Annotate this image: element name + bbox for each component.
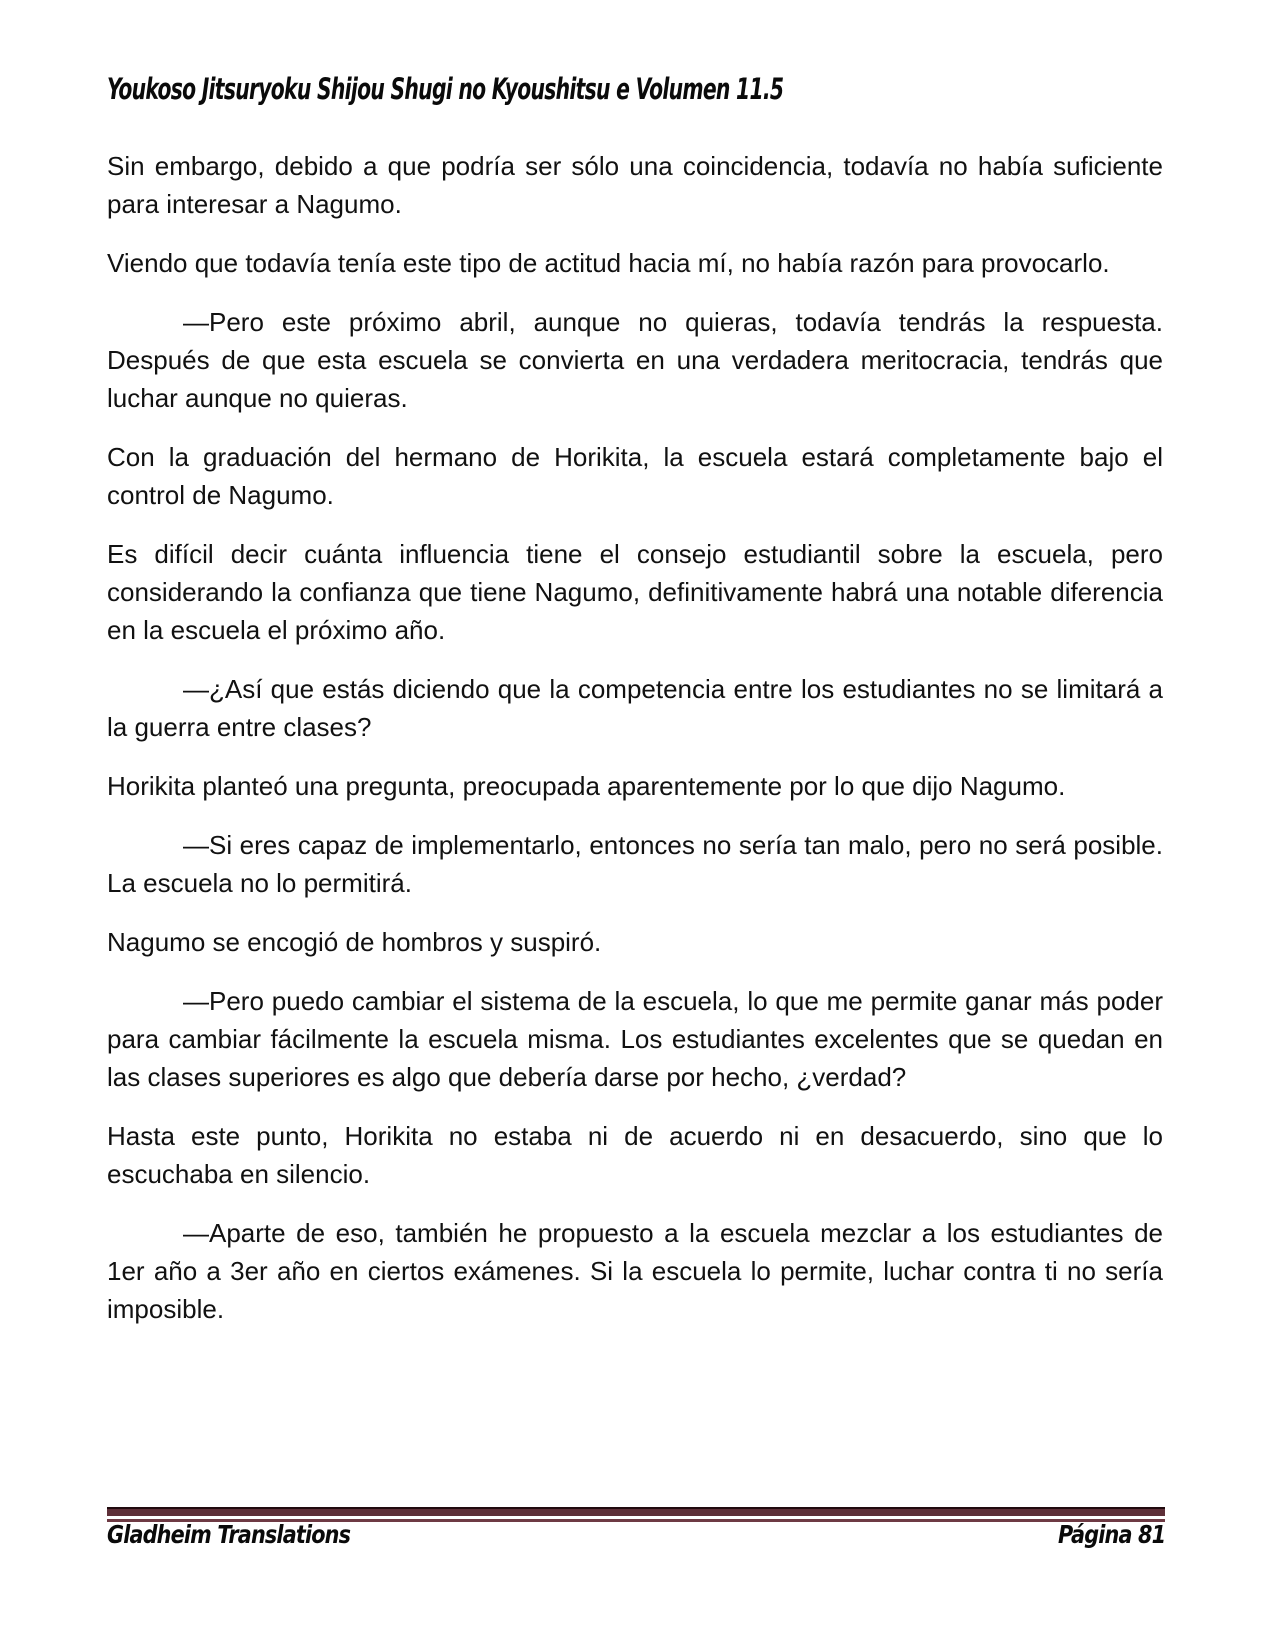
translator-credit: Gladheim Translations bbox=[107, 1520, 351, 1549]
dialogue-paragraph: —¿Así que estás diciendo que la competencia entre los estudiantes no se limitará a la guerra entre clases? bbox=[107, 674, 1163, 742]
narration-paragraph: Hasta este punto, Horikita no estaba ni de acuerdo ni en desacuerdo, sino que lo escuchaba en silencio. bbox=[107, 1121, 1163, 1189]
page-footer bbox=[107, 1520, 1165, 1550]
page-header bbox=[107, 72, 1073, 106]
dialogue-paragraph: —Aparte de eso, también he propuesto a la escuela mezclar a los estudiantes de 1er año a 3er año en ciertos exámenes. Si la escuela lo permite, luchar contra ti no sería imposible. bbox=[107, 1218, 1163, 1324]
volume-title: Youkoso Jitsuryoku Shijou Shugi no Kyoushitsu e Volumen 11.5 bbox=[107, 72, 784, 106]
footer-rule-thick-line bbox=[107, 1507, 1165, 1516]
narration-paragraph: Es difícil decir cuánta influencia tiene el consejo estudiantil sobre la escuela, pero considerando la confianza que tiene Nagumo, definitivamente habrá una notable diferencia en la escuela el próximo año. bbox=[107, 539, 1163, 645]
dialogue-paragraph: —Si eres capaz de implementarlo, entonces no sería tan malo, pero no será posible. La escuela no lo permitirá. bbox=[107, 830, 1163, 898]
narration-paragraph: Sin embargo, debido a que podría ser sólo una coincidencia, todavía no había suficiente para interesar a Nagumo. bbox=[107, 151, 1163, 219]
body-text bbox=[107, 147, 1163, 1349]
narration-paragraph: Con la graduación del hermano de Horikita, la escuela estará completamente bajo el control de Nagumo. bbox=[107, 442, 1163, 510]
narration-paragraph: Viendo que todavía tenía este tipo de actitud hacia mí, no había razón para provocarlo. bbox=[107, 248, 1110, 278]
narration-paragraph: Horikita planteó una pregunta, preocupada aparentemente por lo que dijo Nagumo. bbox=[107, 771, 1066, 801]
dialogue-paragraph: —Pero este próximo abril, aunque no quieras, todavía tendrás la respuesta. Después de que esta escuela se convierta en una verdadera meritocracia, tendrás que luchar aunque no quieras. bbox=[107, 307, 1163, 413]
narration-paragraph: Nagumo se encogió de hombros y suspiró. bbox=[107, 927, 602, 957]
page-number: Página 81 bbox=[1057, 1520, 1165, 1549]
dialogue-paragraph: —Pero puedo cambiar el sistema de la escuela, lo que me permite ganar más poder para cambiar fácilmente la escuela misma. Los estudiantes excelentes que se quedan en las clases superiores es algo que debería darse por hecho, ¿verdad? bbox=[107, 986, 1163, 1092]
